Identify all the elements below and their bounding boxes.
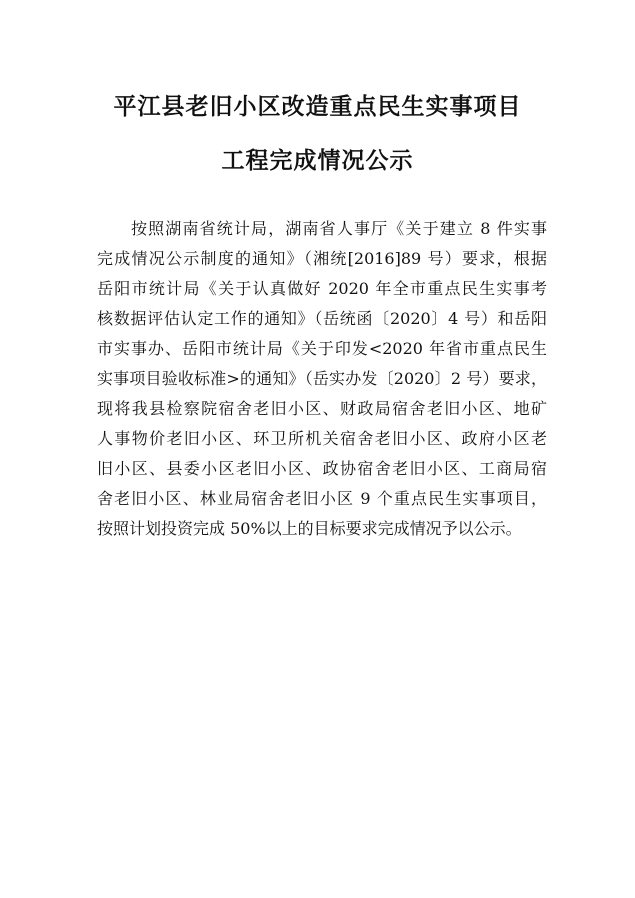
body-line: 按照湖南省统计局，湖南省人事厅《关于建立 8 件实事 (131, 219, 547, 238)
body-line: 按照计划投资完成 50%以上的目标要求完成情况予以公示。 (97, 519, 522, 538)
body-line: 现将我县检察院宿舍老旧小区、财政局宿舍老旧小区、地矿 (97, 399, 547, 418)
document-body-paragraph (97, 214, 547, 544)
body-line: 旧小区、县委小区老旧小区、政协宿舍老旧小区、工商局宿 (97, 459, 547, 478)
body-line: 岳阳市统计局《关于认真做好 2020 年全市重点民生实事考 (97, 279, 547, 298)
body-line: 实事项目验收标准>的通知》（岳实办发〔2020〕2 号）要求， (97, 369, 547, 388)
body-line: 人事物价老旧小区、环卫所机关宿舍老旧小区、政府小区老 (97, 429, 547, 448)
body-line: 舍老旧小区、林业局宿舍老旧小区 9 个重点民生实事项目， (97, 489, 547, 508)
body-line: 完成情况公示制度的通知》（湘统[2016]89 号）要求，根据 (97, 249, 547, 268)
body-line: 市实事办、岳阳市统计局《关于印发<2020 年省市重点民生 (97, 339, 547, 358)
body-line: 核数据评估认定工作的通知》（岳统函〔2020〕4 号）和岳阳 (97, 309, 547, 328)
document-title-line-1: 平江县老旧小区改造重点民生实事项目 (113, 93, 522, 120)
document-title-line-2: 工程完成情况公示 (221, 147, 414, 174)
